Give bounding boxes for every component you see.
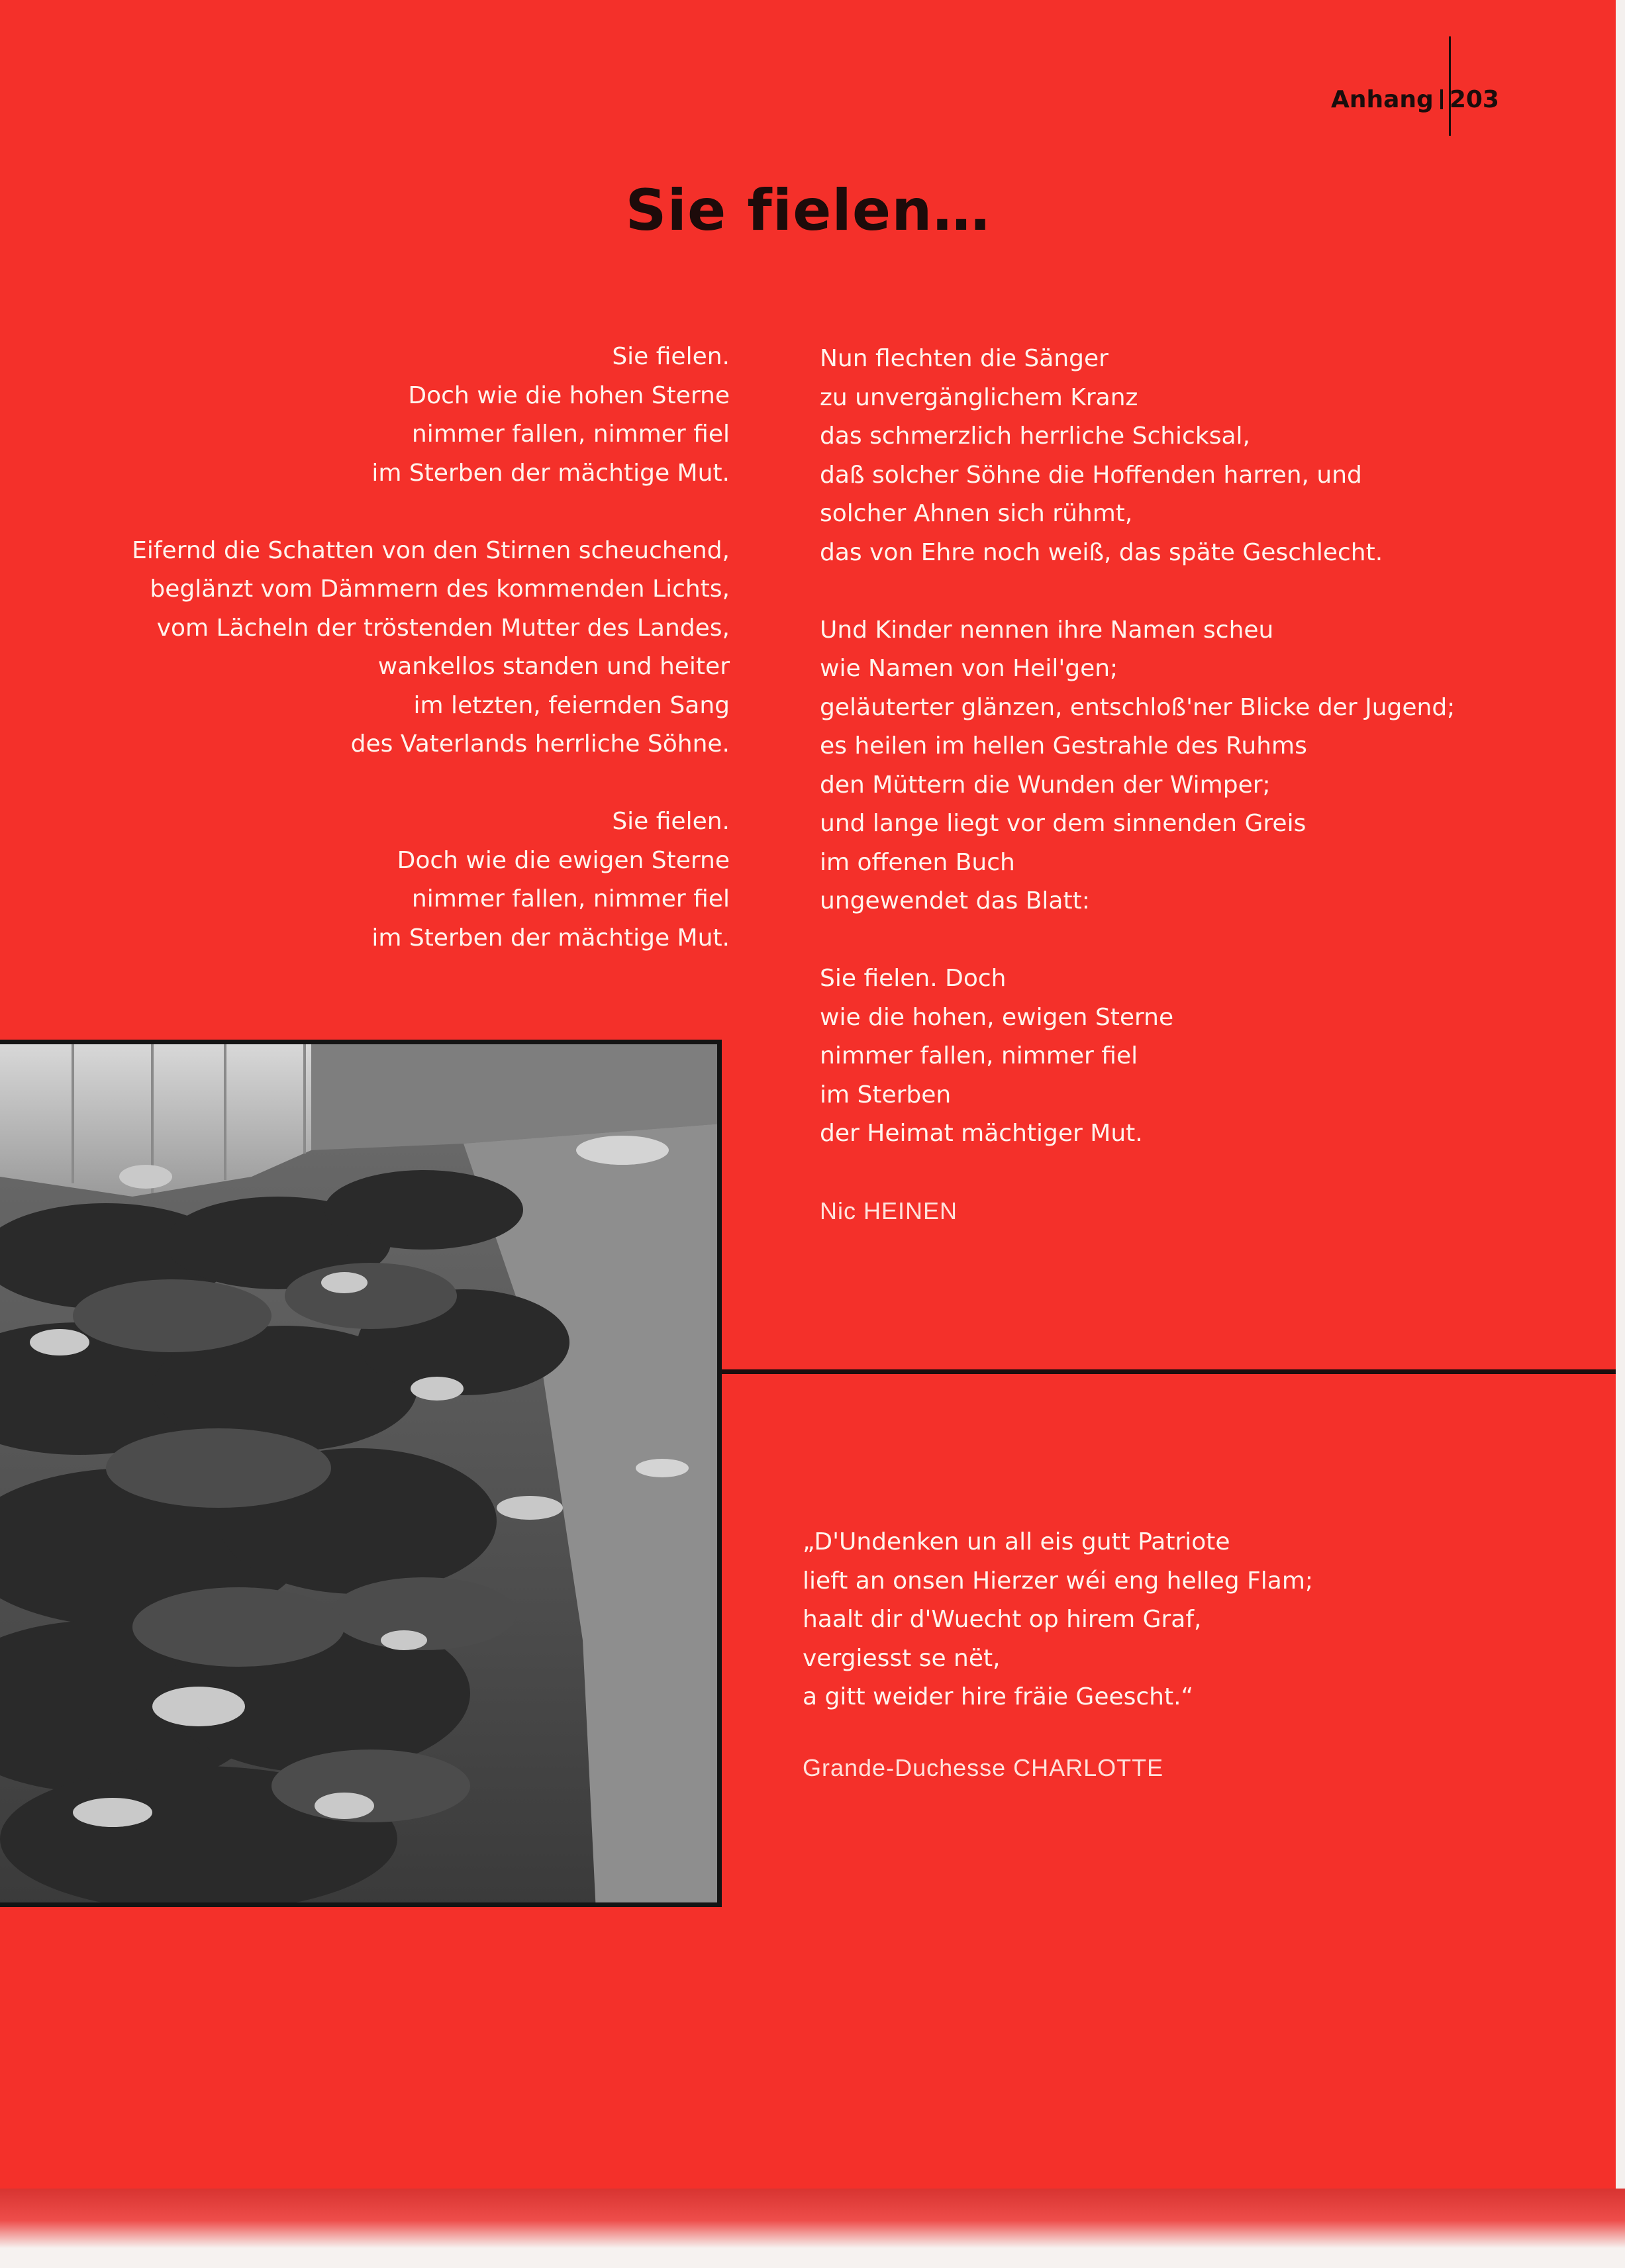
poem-line: das von Ehre noch weiß, das späte Geschlecht. <box>820 538 1383 566</box>
quote-line: a gitt weider hire fräie Geescht.“ <box>803 1683 1194 1710</box>
poem-line: im Sterben <box>820 1081 952 1109</box>
poem-line: im Sterben der mächtige Mut. <box>371 459 730 487</box>
poem-line: daß solcher Söhne die Hoffenden harren, und <box>820 461 1362 489</box>
poem-line: und lange liegt vor dem sinnenden Greis <box>820 810 1306 837</box>
photograph-illustration <box>0 1044 722 1907</box>
quote-line: vergiesst se nët, <box>803 1644 1001 1672</box>
poem-stanza <box>820 340 1581 572</box>
poem-line: wie die hohen, ewigen Sterne <box>820 1003 1174 1031</box>
poem-line: Sie fielen. <box>612 343 730 370</box>
poem-line: wie Namen von Heil'gen; <box>820 655 1118 682</box>
poem-line: das schmerzlich herrliche Schicksal, <box>820 422 1250 450</box>
poem-line: nimmer fallen, nimmer fiel <box>820 1042 1138 1069</box>
poem-line: des Vaterlands herrliche Söhne. <box>350 730 730 758</box>
poem-stanza <box>68 532 730 764</box>
book-edge <box>0 2189 1625 2268</box>
poem-line: wankellos standen und heiter <box>377 653 730 680</box>
page-title: Sie fielen… <box>625 177 991 244</box>
section-divider <box>722 1369 1616 1374</box>
poem-stanza <box>820 611 1581 921</box>
poem-left-column <box>68 338 730 997</box>
poem-stanza <box>820 960 1581 1154</box>
poem-line: Nun flechten die Sänger <box>820 345 1108 372</box>
quote-line: lieft an onsen Hierzer wéi eng helleg Flam; <box>803 1567 1314 1595</box>
poem-line: im letzten, feiernden Sang <box>413 691 730 719</box>
poem-line: Und Kinder nennen ihre Namen scheu <box>820 616 1274 644</box>
poem-line: Doch wie die hohen Sterne <box>408 381 730 409</box>
poem-line: ungewendet das Blatt: <box>820 887 1090 914</box>
quote-block <box>803 1523 1564 1787</box>
poem-line: vom Lächeln der tröstenden Mutter des Landes, <box>156 614 730 642</box>
poem-line: der Heimat mächtiger Mut. <box>820 1120 1143 1147</box>
header-separator <box>1440 89 1443 109</box>
poem-line: im offenen Buch <box>820 848 1015 876</box>
poem-line: im Sterben der mächtige Mut. <box>371 924 730 952</box>
poem-stanza <box>68 803 730 958</box>
poem-line: solcher Ahnen sich rühmt, <box>820 500 1133 527</box>
poem-right-column <box>820 340 1581 1231</box>
poem-line: Sie fielen. Doch <box>820 965 1007 992</box>
quote-line: haalt dir d'Wuecht op hirem Graf, <box>803 1606 1202 1633</box>
quote-author: Grande-Duchesse CHARLOTTE <box>803 1753 1164 1781</box>
poem-line: Doch wie die ewigen Sterne <box>397 846 730 874</box>
section-label: Anhang <box>1331 86 1434 113</box>
poem-line: es heilen im hellen Gestrahle des Ruhms <box>820 732 1307 760</box>
poem-stanza <box>68 338 730 493</box>
poem-line: geläuterter glänzen, entschloß'ner Blicke der Jugend; <box>820 693 1455 721</box>
historical-photograph <box>0 1040 722 1907</box>
page-number: 203 <box>1449 86 1499 113</box>
poem-line: nimmer fallen, nimmer fiel <box>411 420 730 448</box>
quote-line: „D'Undenken un all eis gutt Patriote <box>803 1528 1230 1555</box>
poem-line: Sie fielen. <box>612 808 730 835</box>
poem-author: Nic HEINEN <box>820 1197 958 1224</box>
poem-line: beglänzt vom Dämmern des kommenden Lichts, <box>150 575 730 603</box>
poem-line: nimmer fallen, nimmer fiel <box>411 885 730 912</box>
poem-line: Eifernd die Schatten von den Stirnen scheuchend, <box>132 536 730 564</box>
running-header <box>1331 86 1499 113</box>
poem-line: zu unvergänglichem Kranz <box>820 383 1138 411</box>
poem-line: den Müttern die Wunden der Wimper; <box>820 771 1271 799</box>
